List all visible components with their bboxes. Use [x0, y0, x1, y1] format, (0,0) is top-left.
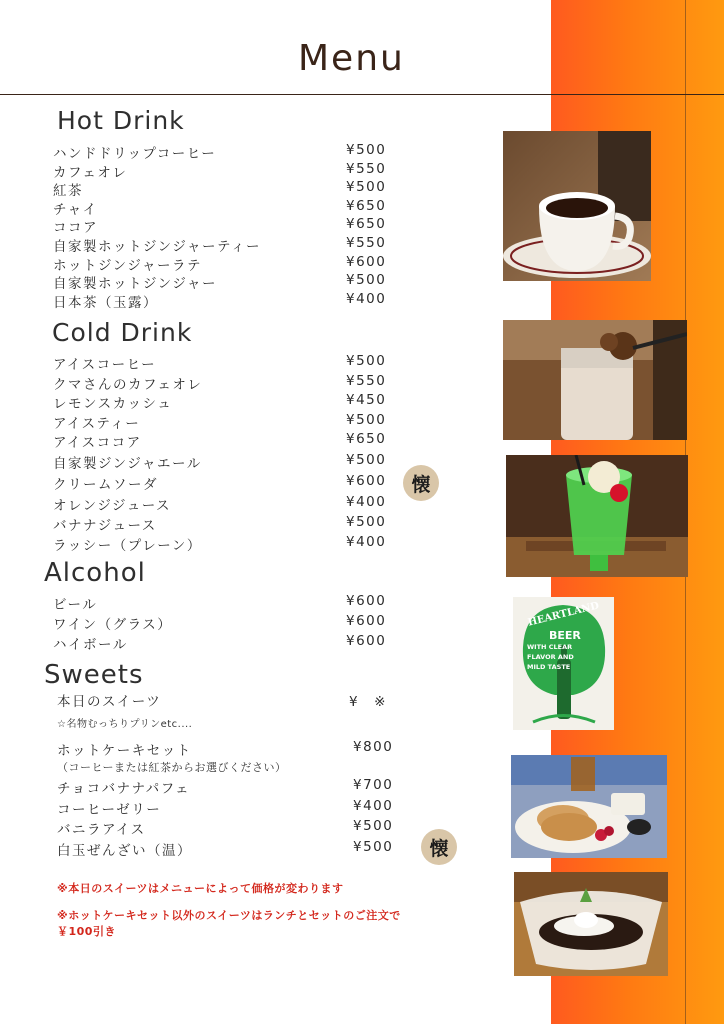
item-price: ¥550	[346, 372, 387, 389]
nostalgic-badge-icon: 懐	[421, 829, 457, 865]
item-price: ¥500	[346, 142, 387, 158]
item-price: ¥400	[346, 493, 387, 510]
item-name: ビール	[53, 597, 98, 613]
list-item	[57, 777, 397, 798]
list-item	[53, 179, 393, 198]
coffee-jelly-photo	[514, 872, 668, 976]
sweets-list	[57, 777, 397, 859]
item-name: 白玉ぜんざい（温）	[57, 842, 192, 859]
list-item	[57, 798, 397, 819]
item-price: ¥650	[346, 216, 387, 233]
item-name: ハンドドリップコーヒー	[53, 146, 217, 162]
section-heading-alcohol: Alcohol	[44, 558, 146, 588]
list-item	[53, 142, 393, 161]
item-name: 本日のスイーツ	[57, 694, 162, 710]
item-price: ¥500	[353, 838, 394, 855]
list-item	[53, 235, 393, 254]
item-price: ¥600	[346, 593, 387, 609]
sweets-hotcake	[57, 739, 397, 758]
page-title: Menu	[298, 38, 405, 79]
discount-note-line1: ※ホットケーキセット以外のスイーツはランチとセットのご注文で	[57, 909, 401, 922]
list-item	[53, 593, 393, 613]
item-name: バナナジュース	[53, 518, 157, 535]
item-name: アイスココア	[53, 435, 142, 452]
nostalgic-badge-icon: 懐	[403, 465, 439, 501]
sweets-daily	[57, 690, 397, 709]
section-heading-hot-drink: Hot Drink	[57, 106, 185, 135]
item-name: 自家製ジンジャエール	[53, 456, 202, 473]
item-name: アイスコーヒー	[53, 357, 157, 373]
hotcake-note: （コーヒーまたは紅茶からお選びください）	[57, 761, 287, 774]
item-price: ¥500	[353, 818, 394, 834]
item-name: 日本茶（玉露）	[53, 294, 158, 311]
item-name: 紅茶	[53, 183, 83, 200]
item-price: ¥650	[346, 197, 387, 214]
item-price: ¥450	[346, 392, 387, 409]
item-price: ¥500	[346, 452, 387, 469]
list-item	[53, 373, 393, 393]
item-name: 自家製ホットジンジャーティー	[53, 238, 261, 255]
list-item	[53, 254, 393, 273]
list-item	[53, 534, 393, 553]
list-item	[53, 431, 393, 452]
list-item	[57, 818, 397, 839]
item-price: ¥500	[346, 353, 387, 369]
item-price: ¥500	[346, 179, 387, 196]
list-item	[53, 412, 393, 432]
item-name: オレンジジュース	[53, 497, 172, 514]
list-item	[57, 839, 397, 860]
list-item	[53, 613, 393, 633]
list-item	[53, 161, 393, 180]
item-name: ハイボール	[53, 637, 128, 653]
cream-soda-photo	[506, 455, 688, 577]
hot-coffee-photo	[503, 131, 651, 281]
list-item	[57, 739, 397, 758]
poster-brand: HEARTLAND	[526, 600, 601, 629]
list-item	[53, 633, 393, 653]
item-name: ホットジンジャーラテ	[53, 257, 203, 274]
item-name: クリームソーダ	[53, 477, 158, 494]
item-name: ココア	[53, 220, 98, 237]
item-price: ¥500	[346, 514, 387, 531]
hot-drink-list	[53, 142, 393, 309]
item-price: ¥650	[346, 431, 387, 448]
section-heading-sweets: Sweets	[44, 660, 144, 690]
iced-latte-photo	[503, 320, 687, 440]
item-name: レモンスカッシュ	[53, 396, 173, 413]
list-item	[53, 198, 393, 217]
item-name: クマさんのカフェオレ	[53, 376, 203, 393]
alcohol-list	[53, 593, 393, 653]
list-item	[53, 272, 393, 291]
item-price: ¥550	[346, 234, 387, 251]
item-price: ¥800	[353, 739, 394, 755]
list-item	[53, 494, 393, 515]
poster-line1: BEER	[549, 629, 581, 642]
heartland-beer-poster	[513, 597, 614, 730]
discount-note-line2: ￥100引き	[57, 925, 116, 938]
list-item	[53, 452, 393, 473]
list-item	[53, 216, 393, 235]
list-item	[53, 514, 393, 534]
list-item	[53, 291, 393, 310]
hotcake-set-photo	[511, 755, 667, 858]
item-name: チャイ	[53, 201, 98, 218]
cold-drink-list	[53, 353, 393, 553]
item-price: ¥500	[346, 411, 387, 428]
list-item	[53, 473, 393, 494]
item-price: ¥400	[353, 797, 394, 814]
item-price: ¥550	[346, 160, 387, 177]
title-rule	[0, 94, 724, 95]
poster-line3: FLAVOR AND	[527, 653, 574, 661]
item-name: アイスティー	[53, 415, 141, 432]
item-price: ¥600	[346, 473, 387, 490]
item-name: チョコバナナパフェ	[57, 781, 191, 797]
item-price: ¥700	[353, 777, 394, 793]
item-price: ¥600	[346, 253, 387, 270]
item-price: ¥ ※	[349, 694, 387, 710]
list-item	[53, 392, 393, 412]
list-item	[53, 353, 393, 373]
item-price: ¥400	[346, 290, 387, 307]
poster-line4: MILD TASTE	[527, 663, 571, 671]
item-price: ¥600	[346, 633, 387, 649]
item-name: ラッシー（プレーン）	[53, 538, 202, 555]
item-name: カフェオレ	[53, 164, 128, 181]
daily-sweets-note: ☆名物むっちりプリンetc....	[57, 719, 193, 730]
list-item	[57, 690, 397, 709]
item-name: コーヒーゼリー	[57, 801, 162, 818]
sweets-price-note: ※本日のスイーツはメニューによって価格が変わります	[57, 882, 344, 895]
item-price: ¥400	[346, 534, 387, 551]
item-name: 自家製ホットジンジャー	[53, 276, 218, 293]
item-price: ¥500	[346, 272, 387, 289]
item-name: ホットケーキセット	[57, 743, 192, 759]
item-price: ¥600	[346, 613, 387, 629]
poster-line2: WITH CLEAR	[527, 643, 573, 651]
item-name: ワイン（グラス）	[53, 617, 173, 633]
item-name: バニラアイス	[57, 822, 146, 838]
section-heading-cold-drink: Cold Drink	[52, 318, 193, 347]
